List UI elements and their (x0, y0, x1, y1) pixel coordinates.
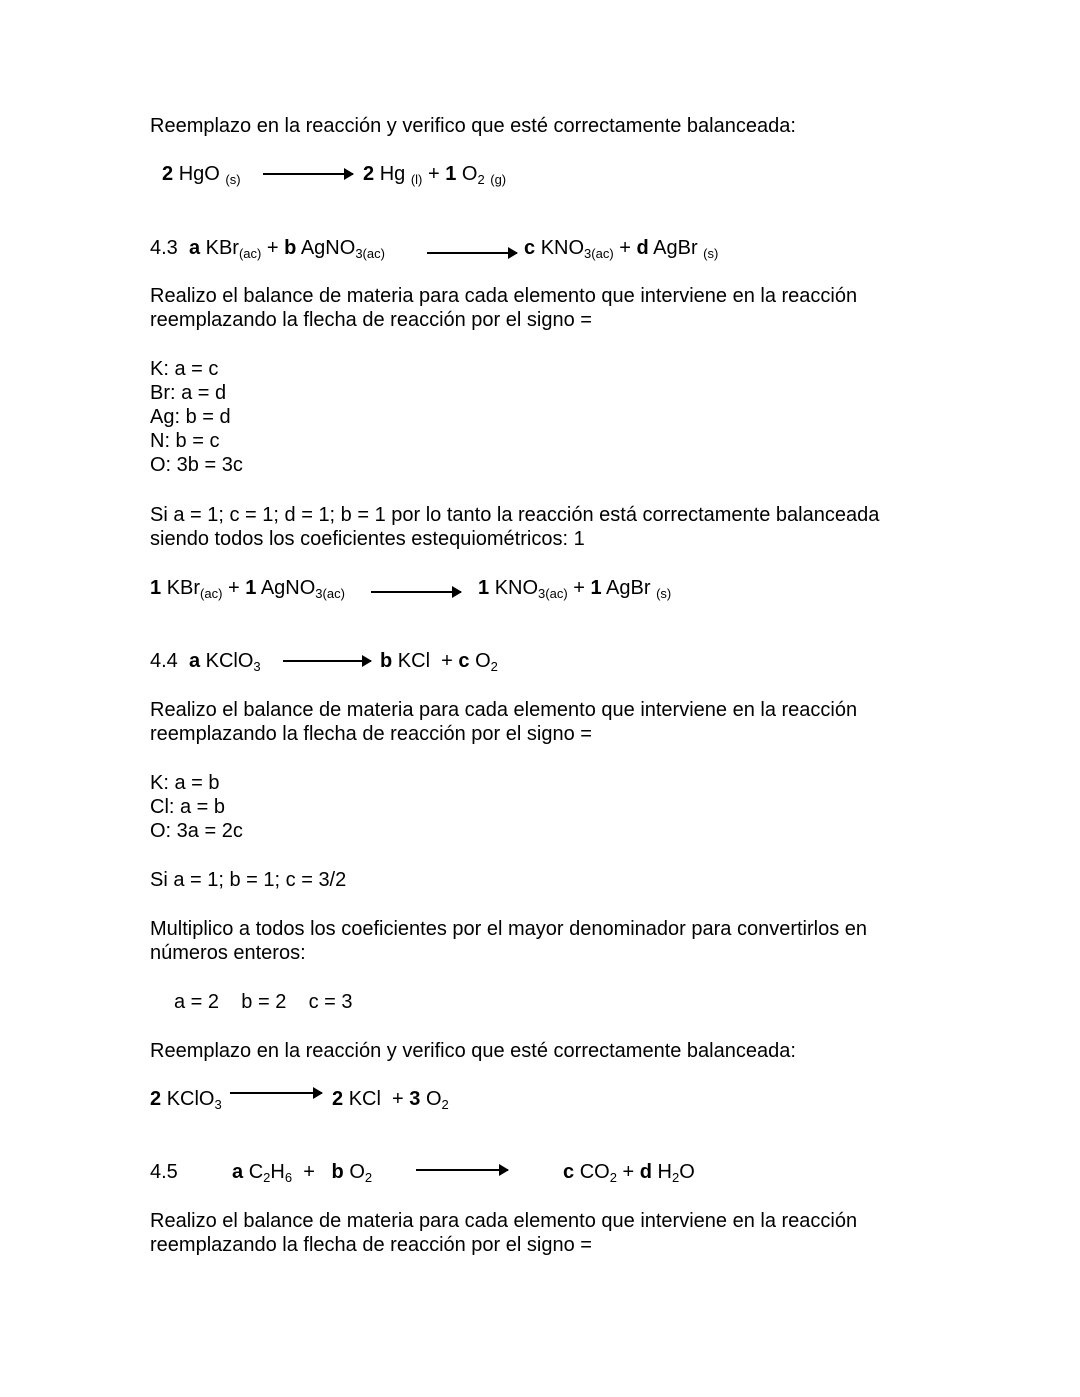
equation-hgo-result (162, 162, 241, 188)
plus-sign: + (619, 237, 631, 259)
coef: 1 (445, 163, 457, 185)
subscript: 2 (671, 1170, 680, 1185)
formula: CO (579, 1161, 610, 1183)
coef: b (331, 1161, 344, 1183)
coef: a (188, 237, 201, 259)
balance-row: O: 3a = 2c (150, 820, 243, 842)
state: (l) (410, 172, 423, 187)
equation-hgo-products (363, 162, 506, 188)
subscript: 2 (364, 1170, 373, 1185)
formula: H (270, 1161, 285, 1183)
coef: 1 (478, 577, 490, 599)
coef: a (232, 1161, 244, 1183)
equation-44-result-reactants (150, 1087, 222, 1113)
formula: KNO (540, 237, 585, 259)
formula: O (349, 1161, 365, 1183)
coef: d (636, 237, 649, 259)
state: (ac) (591, 246, 614, 261)
plus-sign: + (266, 237, 279, 259)
formula: KCl (397, 650, 431, 672)
equation-45-reactants (232, 1160, 372, 1186)
coef: a (188, 650, 201, 672)
subscript: 2 (441, 1097, 449, 1112)
plus-sign: + (622, 1161, 635, 1183)
state: (ac) (238, 246, 262, 261)
equation-43-result-products (478, 576, 671, 602)
subscript: 3 (253, 659, 261, 674)
multiply-text-44 (150, 917, 867, 965)
reaction-arrow (416, 1169, 508, 1171)
subscript: 3 (355, 246, 363, 261)
plus-sign: + (392, 1088, 404, 1110)
equation-43-products (524, 236, 718, 262)
equation-44-products (380, 649, 498, 675)
coef: d (639, 1161, 652, 1183)
formula: H (657, 1161, 672, 1183)
subscript: 2 (263, 1170, 271, 1185)
section-number: 4.4 (150, 650, 178, 672)
plus-sign: + (573, 577, 585, 599)
formula: Hg (379, 163, 406, 185)
coef: b (380, 650, 393, 672)
plus-sign: + (427, 163, 440, 185)
coef: 2 (150, 1088, 162, 1110)
balance-row: Br: a = d (150, 382, 227, 404)
coef-value: b = 2 (241, 991, 287, 1013)
balance-list-43 (150, 357, 243, 477)
coef: 1 (245, 577, 257, 599)
formula: KCl (348, 1088, 381, 1110)
balance-row: K: a = b (150, 772, 220, 794)
reaction-arrow (283, 660, 371, 662)
formula: O (475, 650, 491, 672)
formula: O (679, 1161, 695, 1183)
state: (ac) (322, 586, 345, 601)
subscript: 3 (214, 1097, 222, 1112)
reaction-arrow (371, 591, 461, 593)
balance-row: Ag: b = d (150, 406, 231, 428)
paragraph-intro-43 (150, 284, 857, 332)
state: (ac) (545, 586, 568, 601)
text-line: números enteros: (150, 942, 306, 964)
plus-sign: + (303, 1161, 315, 1183)
balance-row: K: a = c (150, 358, 219, 380)
equation-43-result-reactants (150, 576, 345, 602)
coef-value: c = 3 (308, 991, 353, 1013)
coef: 2 (162, 163, 174, 185)
formula: AgNO (260, 577, 316, 599)
subscript: 3 (584, 246, 592, 261)
subscript: 3 (538, 586, 546, 601)
formula: O (461, 163, 478, 185)
text-line: Realizo el balance de materia para cada elemento que interviene en la reacción (150, 285, 858, 307)
text-line: siendo todos los coeficientes estequiométricos: 1 (150, 528, 585, 550)
formula: AgNO (300, 237, 356, 259)
formula: KBr (205, 237, 239, 259)
state: (g) (490, 172, 507, 187)
reaction-arrow (427, 252, 517, 254)
subscript: 2 (490, 659, 498, 674)
reaction-arrow (263, 173, 353, 175)
equation-44-result-products (332, 1087, 449, 1113)
formula: KBr (166, 577, 201, 599)
state: (s) (656, 586, 672, 601)
reaction-arrow (230, 1092, 322, 1094)
balance-row: O: 3b = 3c (150, 454, 243, 476)
paragraph-intro-44 (150, 698, 857, 746)
coef: 1 (590, 577, 602, 599)
equation-45-products (563, 1160, 695, 1186)
integer-coefficients (174, 990, 352, 1014)
verify-text: Reemplazo en la reacción y verifico que esté correctamente balanceada: (150, 115, 796, 137)
state: (s) (225, 172, 241, 187)
formula: AgBr (606, 577, 651, 599)
text-line: Realizo el balance de materia para cada elemento que interviene en la reacción (150, 699, 858, 721)
formula: AgBr (653, 237, 698, 259)
balance-list-44 (150, 771, 243, 843)
formula: C (248, 1161, 264, 1183)
state: (s) (703, 246, 719, 261)
equation-44-reactants (150, 649, 261, 675)
state: (ac) (362, 246, 385, 261)
balance-row: Cl: a = b (150, 796, 226, 818)
plus-sign: + (441, 650, 453, 672)
coef: c (524, 237, 536, 259)
coef: c (458, 650, 470, 672)
subscript: 3 (315, 586, 323, 601)
solution-43 (150, 503, 879, 551)
equation-43-reactants (150, 236, 385, 262)
section-number-45: 4.5 (150, 1161, 178, 1183)
plus-sign: + (227, 577, 240, 599)
text-line: Realizo el balance de materia para cada elemento que interviene en la reacción (150, 1210, 858, 1232)
text-line: reemplazando la flecha de reacción por el signo = (150, 309, 592, 331)
text-line: Multiplico a todos los coeficientes por el mayor denominador para convertirlos en (150, 918, 868, 940)
formula: O (425, 1088, 442, 1110)
text-line: reemplazando la flecha de reacción por el signo = (150, 723, 592, 745)
balance-row: N: b = c (150, 430, 220, 452)
formula: KClO (166, 1088, 215, 1110)
subscript: 2 (609, 1170, 617, 1185)
subscript: 2 (477, 172, 485, 187)
subscript: 6 (284, 1170, 293, 1185)
section-number: 4.3 (150, 237, 178, 259)
solution-44: Si a = 1; b = 1; c = 3/2 (150, 869, 347, 891)
formula: KNO (494, 577, 539, 599)
coef: 2 (332, 1088, 344, 1110)
formula: KClO (205, 650, 254, 672)
text-line: reemplazando la flecha de reacción por el signo = (150, 1234, 592, 1256)
state: (ac) (200, 586, 223, 601)
coef: 3 (409, 1088, 421, 1110)
coef: 1 (150, 577, 162, 599)
coef: c (563, 1161, 575, 1183)
verify-text-44: Reemplazo en la reacción y verifico que esté correctamente balanceada: (150, 1040, 796, 1062)
coef: 2 (363, 163, 375, 185)
coef: b (284, 237, 297, 259)
coef-value: a = 2 (174, 991, 220, 1013)
text-line: Si a = 1; c = 1; d = 1; b = 1 por lo tanto la reacción está correctamente balanceada (150, 504, 880, 526)
formula: HgO (178, 163, 220, 185)
paragraph-intro-45 (150, 1209, 857, 1257)
